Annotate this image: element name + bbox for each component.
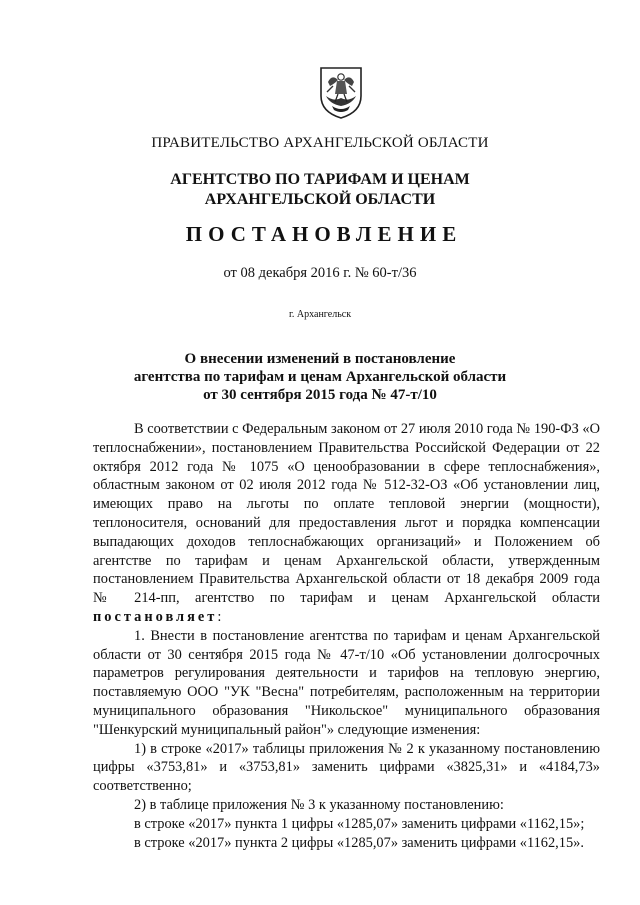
preamble-colon: : <box>217 608 222 625</box>
item-1-2b-paragraph: в строке «2017» пункта 2 цифры «1285,07» заменить цифрами «1162,15». <box>134 834 584 851</box>
agency-name <box>0 170 640 210</box>
preamble-keyword: постановляет <box>93 608 218 625</box>
subject-line2: агентства по тарифам и ценам Архангельской области <box>133 369 507 385</box>
item-1-1-paragraph: 1) в строке «2017» таблицы приложения № 2 к указанному постановлению цифры «3753,81» и «3753,81» заменить цифрами «3825,31» и «4184,73» соответственно; <box>93 740 600 795</box>
agency-name-line1: АГЕНТСТВО ПО ТАРИФАМ И ЦЕНАМ <box>170 171 470 188</box>
preamble-paragraph <box>93 420 600 627</box>
government-name: ПРАВИТЕЛЬСТВО АРХАНГЕЛЬСКОЙ ОБЛАСТИ <box>151 135 489 151</box>
item-1-2a-paragraph: в строке «2017» пункта 1 цифры «1285,07» заменить цифрами «1162,15»; <box>134 815 585 832</box>
document-body <box>93 420 600 852</box>
city-name: г. Архангельск <box>288 309 352 320</box>
coat-of-arms-icon <box>318 66 364 120</box>
subject-line1: О внесении изменений в постановление <box>184 351 456 367</box>
item-1-paragraph: 1. Внести в постановление агентства по тарифам и ценам Архангельской области от 30 сентября 2015 года № 47-т/10 «Об установлении долгосрочных параметров регулирования деятельности и тарифов на тепловую энергию, поставляемую ООО "УК "Весна" потребителям, расположенным на территории муниципального образования "Никольское" муниципального образования "Шенкурский муниципальный район"» следующие изменения: <box>93 627 600 738</box>
document-type-title: ПОСТАНОВЛЕНИЕ <box>185 222 463 246</box>
document-subject <box>0 350 640 404</box>
agency-name-line2: АРХАНГЕЛЬСКОЙ ОБЛАСТИ <box>204 191 436 208</box>
preamble-text: В соответствии с Федеральным законом от 27 июля 2010 года № 190-ФЗ «О теплоснабжении», постановлением Правительства Российской Федерации от 22 октября 2012 года № 1075 «О ценообразовании в сфере теплоснабжения», областным законом от 02 июля 2012 года № 512-32-ОЗ «Об установлении лиц, имеющих право на льготы по оплате тепловой энергии (мощности), теплоносителя, оснований для предоставления льгот и порядка компенсации выпадающих доходов теплоснабжающих организаций» и Положением об агентстве по тарифам и ценам Архангельской области, утвержденным постановлением Правительства Архангельской области от 18 декабря 2009 года № 214-пп, агентство по тарифам и ценам Архангельской области <box>93 421 600 607</box>
coat-of-arms-emblem <box>318 66 364 120</box>
subject-line3: от 30 сентября 2015 года № 47-т/10 <box>203 387 437 403</box>
document-date-number: от 08 декабря 2016 г. № 60-т/36 <box>223 265 417 281</box>
item-1-2-paragraph: 2) в таблице приложения № 3 к указанному постановлению: <box>134 796 504 813</box>
